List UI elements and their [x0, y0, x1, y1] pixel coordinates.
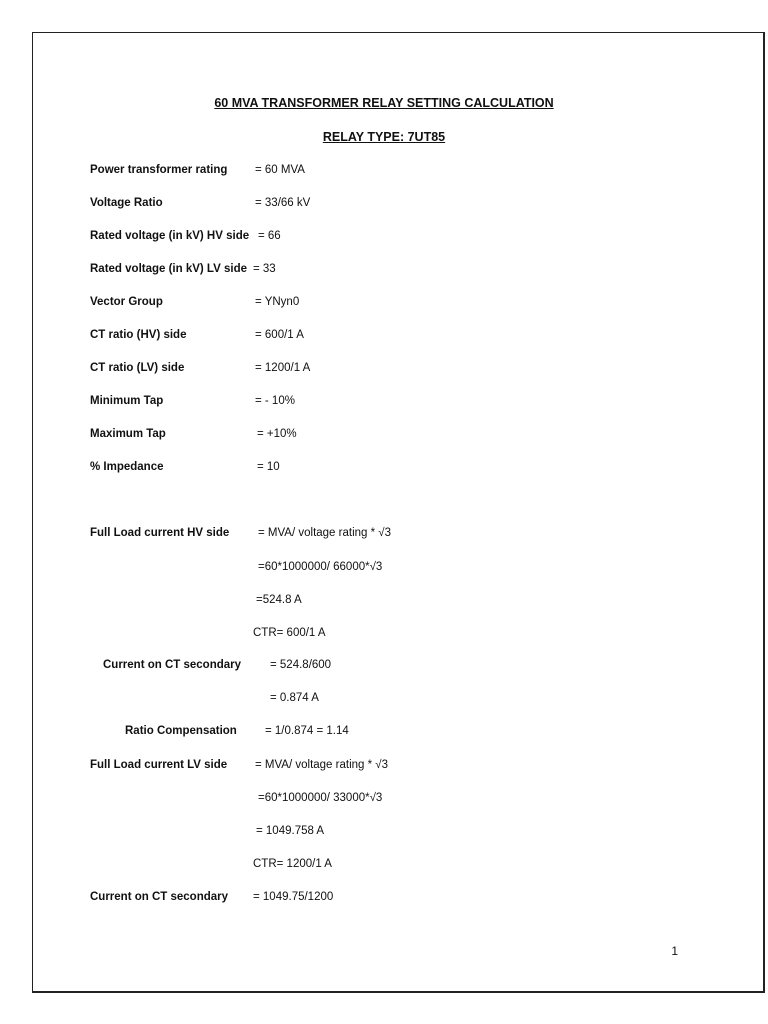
param-value: = 600/1 A [255, 329, 304, 341]
param-label: Vector Group [90, 296, 163, 308]
calc-value: CTR= 1200/1 A [253, 858, 332, 870]
calc-value: = MVA/ voltage rating * √3 [255, 759, 388, 771]
calc-value: CTR= 600/1 A [253, 627, 326, 639]
calc-value: =524.8 A [256, 594, 302, 606]
calc-label: Ratio Compensation [125, 725, 237, 737]
param-value: = 1200/1 A [255, 362, 311, 374]
param-label: CT ratio (LV) side [90, 362, 185, 374]
param-value: = YNyn0 [255, 296, 300, 308]
param-label: Minimum Tap [90, 395, 164, 407]
calc-value: = 0.874 A [270, 692, 319, 704]
param-value: = +10% [257, 428, 297, 440]
calc-value: = 524.8/600 [270, 659, 332, 671]
calc-label: Full Load current HV side [90, 527, 230, 539]
page-number: 1 [671, 944, 678, 958]
calc-value: = 1049.75/1200 [253, 891, 334, 903]
param-label: % Impedance [90, 461, 164, 473]
document-page [32, 32, 765, 993]
param-label: CT ratio (HV) side [90, 329, 187, 341]
calc-value: =60*1000000/ 66000*√3 [258, 561, 383, 573]
param-label: Power transformer rating [90, 164, 228, 176]
param-label: Rated voltage (in kV) LV side [90, 263, 247, 275]
document-subtitle: RELAY TYPE: 7UT85 [322, 130, 446, 144]
param-value: = 33/66 kV [255, 197, 311, 209]
calc-value: = 1/0.874 = 1.14 [265, 725, 349, 737]
param-value: = 60 MVA [255, 164, 305, 176]
calc-label: Full Load current LV side [90, 759, 228, 771]
param-value: = 33 [253, 263, 276, 275]
calc-label: Current on CT secondary [103, 659, 242, 671]
calc-value: = 1049.758 A [256, 825, 325, 837]
calc-label: Current on CT secondary [90, 891, 229, 903]
param-label: Maximum Tap [90, 428, 166, 440]
param-label: Rated voltage (in kV) HV side [90, 230, 250, 242]
calc-value: = MVA/ voltage rating * √3 [258, 527, 391, 539]
calc-value: =60*1000000/ 33000*√3 [258, 792, 383, 804]
param-label: Voltage Ratio [90, 197, 163, 209]
param-value: = 66 [258, 230, 281, 242]
document-title: 60 MVA TRANSFORMER RELAY SETTING CALCULATION [214, 96, 554, 110]
param-value: = 10 [257, 461, 280, 473]
param-value: = - 10% [255, 395, 295, 407]
